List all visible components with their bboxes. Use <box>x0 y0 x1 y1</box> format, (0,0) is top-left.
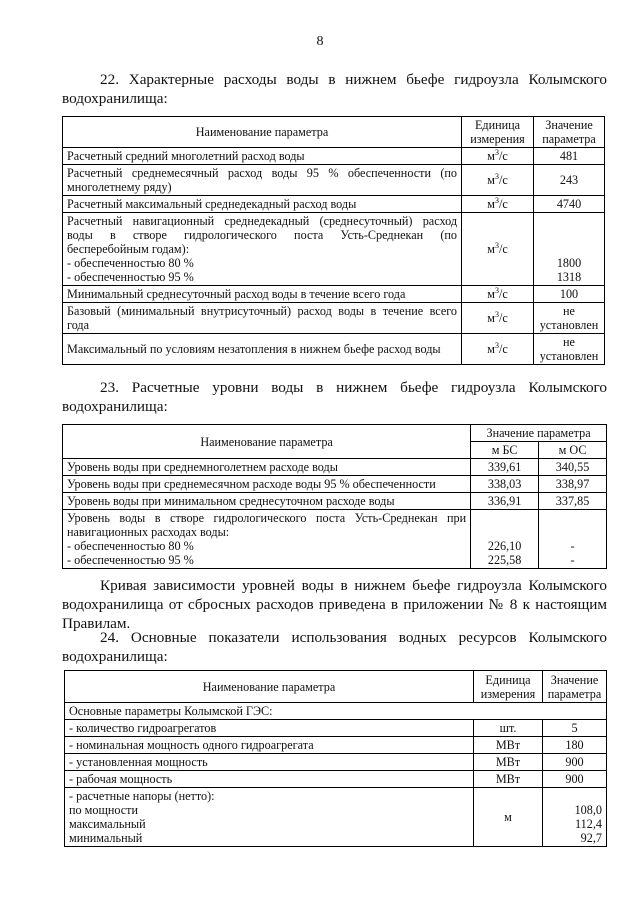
header-os: м ОС <box>539 442 607 459</box>
table-row: - количество гидроагрегатов шт. 5 <box>65 720 607 737</box>
group-label: Основные параметры Колымской ГЭС: <box>65 703 607 720</box>
table-row: - рабочая мощность МВт 900 <box>65 771 607 788</box>
unit-cell: $м^3/с$ <box>462 165 534 196</box>
header-name: Наименование параметра <box>63 425 471 459</box>
unit-cell: $м^3/с$ <box>462 213 534 286</box>
header-value: Значение параметра <box>542 671 606 703</box>
header-name: Наименование параметра <box>65 671 474 703</box>
page-number: 8 <box>316 34 324 49</box>
unit-cell: $м^3/с$ <box>462 148 534 165</box>
table-row: Минимальный среднесуточный расход воды в течение всего года $м^3/с$ 100 <box>63 286 605 303</box>
table-row: - расчетные напоры (нетто): по мощности максимальный минимальный м 108,0 112,4 92,7 <box>65 788 607 847</box>
table-row: Расчетный максимальный среднедекадный расход воды $м^3/с$ 4740 <box>63 196 605 213</box>
header-name: Наименование параметра <box>63 117 462 148</box>
table-row: Уровень воды при среднемесячном расходе воды 95 % обеспеченности 338,03 338,97 <box>63 476 607 493</box>
unit-cell: $м^3/с$ <box>462 196 534 213</box>
table-row: Расчетный средний многолетний расход воды $м^3/с$ 481 <box>63 148 605 165</box>
unit-cell: $м^3/с$ <box>462 303 534 334</box>
header-bs: м БС <box>471 442 539 459</box>
table-row: Уровень воды в створе гидрологического поста Усть-Среднекан при навигационных расходах воды: - обеспеченностью 80 % - обеспеченностью 95 % 226,10 225,58 - - <box>63 510 607 569</box>
table-row: Расчетный навигационный среднедекадный (среднесуточный) расход воды в створе гидрологического поста Усть-Среднекан (по бесперебойным годам): - обеспеченностью 80 % - обеспеченностью 95 % $м^3/с$ 1800 1318 <box>63 213 605 286</box>
table-row: Уровень воды при минимальном среднесуточном расходе воды 336,91 337,85 <box>63 493 607 510</box>
section-24-heading: 24. Основные показатели использования водных ресурсов Колымского водохранилища: <box>62 629 607 665</box>
header-value: Значение параметра <box>471 425 607 442</box>
table-row: - номинальная мощность одного гидроагрегата МВт 180 <box>65 737 607 754</box>
unit-cell: $м^3/с$ <box>462 334 534 365</box>
table-row: Расчетный среднемесячный расход воды 95 % обеспеченности (по многолетнему ряду) $м^3/с$ 243 <box>63 165 605 196</box>
table-row: Базовый (минимальный внутрисуточный) расход воды в течение всего года $м^3/с$ не установлен <box>63 303 605 334</box>
header-unit: Единица измерения <box>462 117 534 148</box>
unit-cell: $м^3/с$ <box>462 286 534 303</box>
table-row: Максимальный по условиям незатопления в нижнем бьефе расход воды $м^3/с$ не установлен <box>63 334 605 365</box>
section-23-heading: 23. Расчетные уровни воды в нижнем бьефе гидроузла Колымского водохранилища: <box>62 379 607 415</box>
header-unit: Единица измерения <box>474 671 543 703</box>
table-24-indicators <box>64 670 607 847</box>
section-22-heading: 22. Характерные расходы воды в нижнем бьефе гидроузла Колымского водохранилища: <box>62 71 607 107</box>
header-value: Значение параметра <box>534 117 605 148</box>
table-group-row <box>65 703 607 720</box>
table-22-discharges <box>62 116 605 365</box>
table-row: - установленная мощность МВт 900 <box>65 754 607 771</box>
curve-note: Кривая зависимости уровней воды в нижнем бьефе гидроузла Колымского водохранилища от сбросных расходов приведена в приложении № 8 к настоящим Правилам. <box>62 577 607 632</box>
table-row: Уровень воды при среднемноголетнем расходе воды 339,61 340,55 <box>63 459 607 476</box>
table-23-levels <box>62 424 607 569</box>
